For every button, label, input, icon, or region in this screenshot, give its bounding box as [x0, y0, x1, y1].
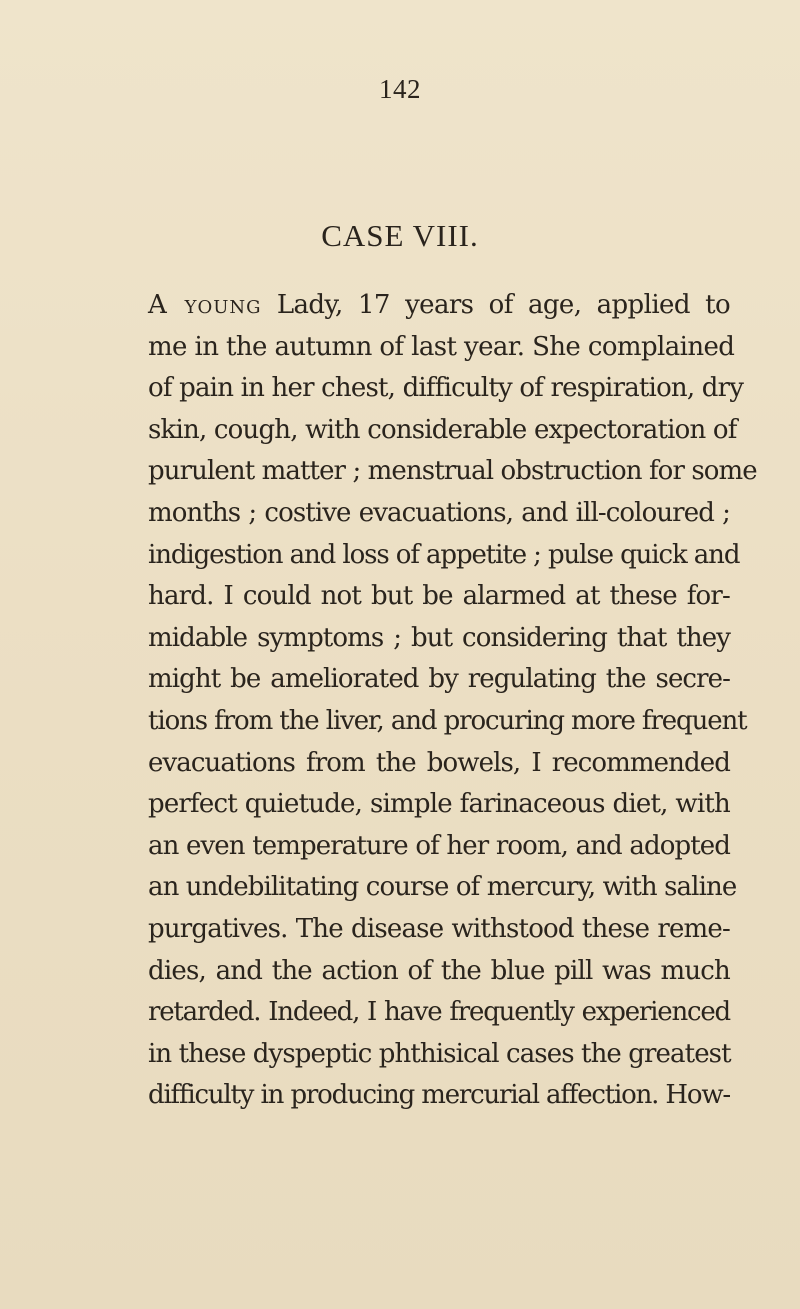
text-line-1	[148, 285, 730, 327]
case-heading: CASE VIII.	[321, 218, 479, 253]
text-line-2: me in the autumn of last year. She complained	[148, 331, 735, 362]
text-line-13: perfect quietude, simple farinaceous diet, with	[148, 789, 730, 820]
opening-words: A young	[148, 290, 262, 320]
text-line-9: midable symptoms ; but considering that they	[148, 622, 730, 653]
text-line-5: purulent matter ; menstrual obstruction for some	[148, 456, 757, 487]
text-line-7: indigestion and loss of appetite ; pulse quick and	[148, 539, 740, 570]
text-line-1-rest: Lady, 17 years of age, applied to	[276, 290, 730, 320]
text-line-16: purgatives. The disease withstood these reme-	[148, 913, 730, 944]
text-line-15: an undebilitating course of mercury, with saline	[148, 872, 737, 903]
text-line-18: retarded. Indeed, I have frequently experienced	[148, 997, 730, 1028]
text-line-12: evacuations from the bowels, I recommended	[148, 747, 730, 778]
text-line-19: in these dyspeptic phthisical cases the greatest	[148, 1038, 731, 1069]
case-paragraph	[148, 285, 757, 1117]
text-line-17: dies, and the action of the blue pill was much	[148, 955, 730, 986]
text-line-3: of pain in her chest, difficulty of respiration, dry	[148, 373, 744, 404]
text-line-20: difficulty in producing mercurial affection. How-	[148, 1080, 730, 1111]
text-line-4: skin, cough, with considerable expectoration of	[148, 414, 737, 445]
page-number: 142	[379, 74, 421, 104]
text-line-6: months ; costive evacuations, and ill-coloured ;	[148, 497, 730, 528]
text-line-11: tions from the liver, and procuring more frequent	[148, 705, 747, 736]
text-line-10: might be ameliorated by regulating the secre-	[148, 664, 730, 695]
text-line-8: hard. I could not but be alarmed at these for-	[148, 581, 730, 612]
text-line-14: an even temperature of her room, and adopted	[148, 830, 730, 861]
